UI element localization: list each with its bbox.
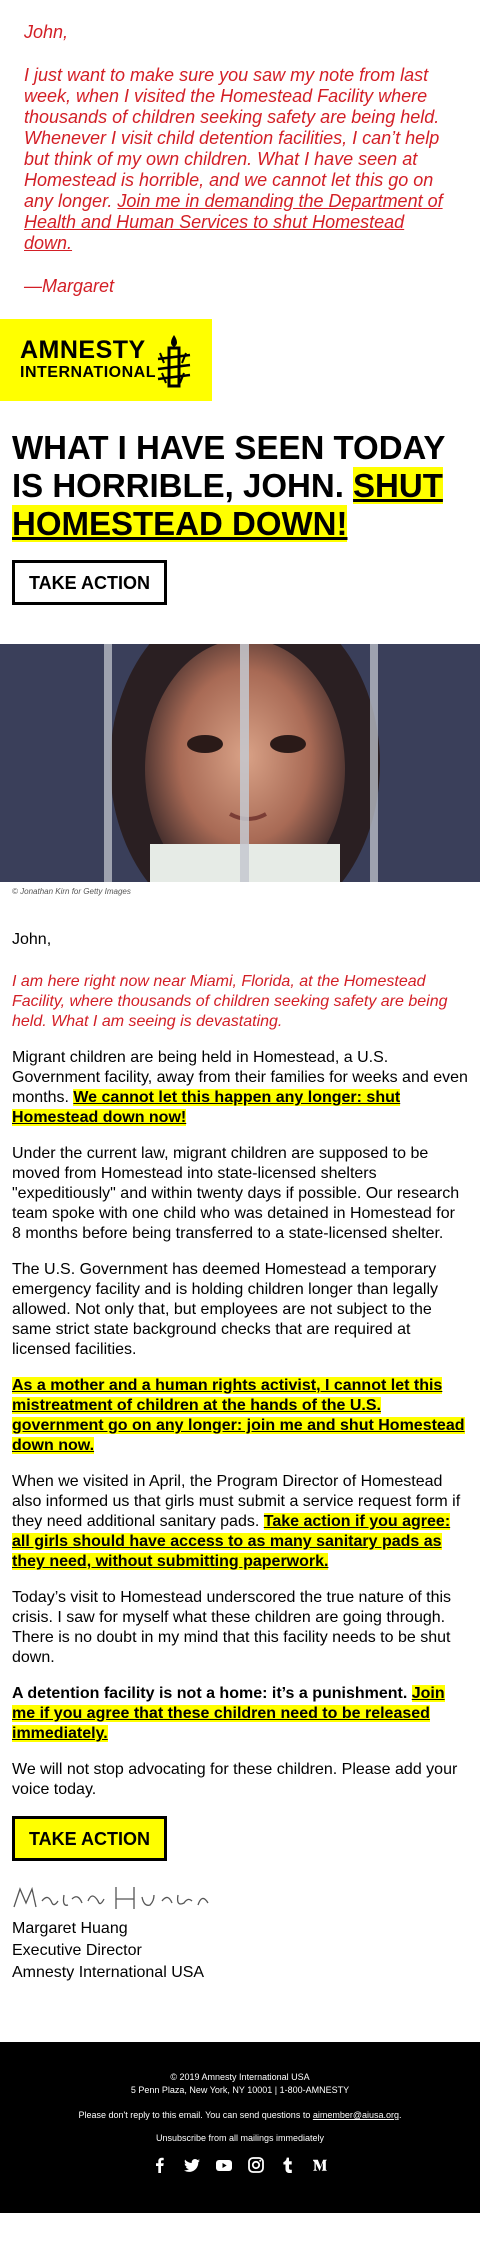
body-paragraph-4 [12,1376,468,1456]
footer-copyright: © 2019 Amnesty International USA [170,2072,310,2082]
body-paragraph-5-text: When we visited in April, the Program Director of Homestead also informed us that girls must submit a service request form if they need additional sanitary pads. [12,1473,461,1530]
note-action-link[interactable]: Join me in demanding the Department of Health and Human Services to shut Homestead down. [24,191,443,253]
take-action-button-bottom[interactable]: TAKE ACTION [12,1816,167,1861]
logo-line-2: INTERNATIONAL [20,364,156,381]
social-links [0,2157,480,2173]
footer-email-link[interactable]: aimember@aiusa.org [312,2110,400,2120]
body-paragraph-4-link[interactable]: As a mother and a human rights activist, I cannot let this mistreatment of children at the hands of the U.S. government go on any longer: join me and shut Homestead down now. [12,1377,465,1454]
body-intro: I am here right now near Miami, Florida, at the Homestead Facility, where thousands of children seeking safety are being held. What I am seeing is devastating. [12,973,448,1030]
body-paragraph-5 [12,1472,468,1572]
twitter-icon[interactable] [184,2157,200,2173]
footer-reply-end: . [399,2110,402,2120]
note-signoff: —Margaret [24,276,115,296]
facebook-icon[interactable] [152,2157,168,2173]
logo-line-1: AMNESTY [20,336,146,364]
body-paragraph-7 [12,1684,468,1744]
instagram-icon[interactable] [248,2157,264,2173]
note-greeting: John, [24,22,69,42]
signature-image [12,1883,212,1913]
candle-barbed-wire-icon [152,333,196,389]
unsubscribe-link[interactable]: Unsubscribe from all mailings immediately [155,2133,325,2143]
child-behind-fence-image [0,644,480,882]
logo-wordmark [20,337,156,383]
body-paragraph-1 [12,1048,468,1128]
body-paragraph-7-bold: A detention facility is not a home: it’s a punishment. [12,1685,412,1702]
body-greeting: John, [12,931,52,948]
body-paragraph-1-text: Migrant children are being held in Homestead, a U.S. Government facility, away from their families for weeks and even months. [12,1049,468,1106]
footer-address: 5 Penn Plaza, New York, NY 10001 | 1-800-AMNESTY [130,2085,350,2095]
personal-note [0,0,480,297]
signature-block [0,1918,480,1984]
hero-photo[interactable] [0,644,480,882]
youtube-icon[interactable] [216,2157,232,2173]
body-paragraph-2: Under the current law, migrant children are supposed to be moved from Homestead into state-licensed shelters "expeditiously" and within twenty days if possible. Our research team spoke with one child who was detained in Homestead for 8 months before being transferred to a state-licensed shelter. [12,1145,460,1242]
body-paragraph-5-link[interactable]: Take action if you agree: all girls should have access to as many sanitary pads as they need, without submitting paperwork. [12,1513,451,1570]
headline-highlight-link[interactable]: SHUT HOMESTEAD DOWN! [12,467,443,542]
signer-org: Amnesty International USA [12,1964,205,1981]
note-paragraph-text: I just want to make sure you saw my note from last week, when I visited the Homestead Facility where thousands of children seeking safety are being held. Whenever I visit child detention facilities, I can’t help but think of my own children. What I have seen at Homestead is horrible, and we cannot let this go on any longer. [24,65,440,211]
photo-caption: © Jonathan Kirn for Getty Images [12,887,131,896]
letter-body [0,930,480,1800]
footer-reply-note [0,2109,480,2122]
headline-plain: WHAT I HAVE SEEN TODAY IS HORRIBLE, JOHN. [12,429,445,504]
footer [0,2042,480,2213]
tumblr-icon[interactable] [280,2157,296,2173]
body-paragraph-8: We will not stop advocating for these children. Please add your voice today. [12,1761,458,1798]
amnesty-logo[interactable] [0,319,212,401]
body-paragraph-7-link[interactable]: Join me if you agree that these children need to be released immediately. [12,1685,445,1742]
handwritten-signature [12,1883,468,1918]
medium-icon[interactable] [312,2157,328,2173]
footer-reply-text: Please don't reply to this email. You can send questions to [78,2110,313,2120]
signer-name: Margaret Huang [12,1920,128,1937]
signer-title: Executive Director [12,1942,142,1959]
take-action-button-top[interactable]: TAKE ACTION [12,560,167,605]
body-paragraph-3: The U.S. Government has deemed Homestead a temporary emergency facility and is holding children longer than legally allowed. Not only that, but employees are not subject to the same strict state background checks that are required at licensed facilities. [12,1261,439,1358]
headline [12,429,468,543]
note-paragraph [24,65,456,254]
body-paragraph-6: Today’s visit to Homestead underscored the true nature of this crisis. I saw for myself what these children are going through. There is no doubt in my mind that this facility needs to be shut down. [12,1589,452,1666]
body-paragraph-1-link[interactable]: We cannot let this happen any longer: shut Homestead down now! [12,1089,401,1126]
